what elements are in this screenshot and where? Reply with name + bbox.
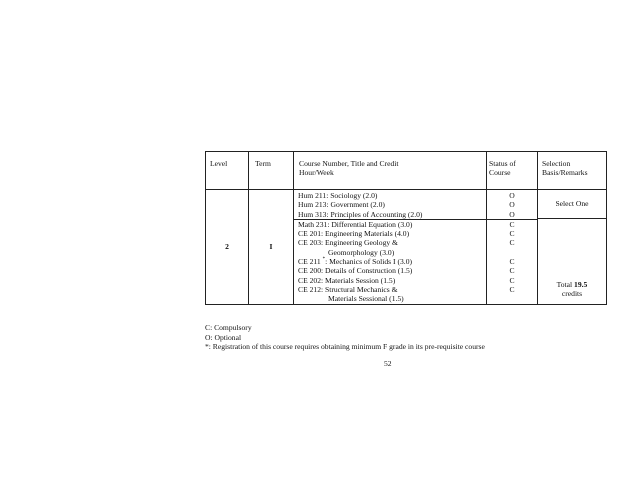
header-status [487, 152, 538, 190]
header-course-sub: Hour/Week [299, 168, 334, 178]
course-item: Hum 213: Government (2.0) [298, 200, 385, 210]
selection-cell [538, 190, 607, 305]
header-selection-sub: Basis/Remarks [542, 168, 588, 178]
course-item: Hum 313: Principles of Accounting (2.0) [294, 210, 486, 220]
header-course-title: Course Number, Title and Credit [299, 159, 399, 168]
header-selection [538, 152, 607, 190]
table-row [206, 190, 607, 305]
status-spacer [487, 248, 537, 257]
legend-notes [205, 323, 485, 352]
note-compulsory: C: Compulsory [205, 323, 252, 332]
term-value: I [249, 190, 294, 305]
header-term: Term [249, 152, 294, 190]
status-item: C [509, 266, 515, 276]
course-code: CE 211 [298, 257, 321, 267]
course-item: CE 201: Engineering Materials (4.0) [298, 229, 410, 239]
course-list [294, 190, 487, 305]
status-item: C [509, 238, 515, 248]
note-registration: *: Registration of this course requires obtaining minimum F grade in its pre-requisite course [205, 342, 485, 352]
total-credits [538, 280, 606, 299]
course-item: CE 202: Materials Session (1.5) [298, 275, 396, 285]
course-item [298, 257, 486, 266]
course-table [205, 151, 607, 305]
course-title: : Mechanics of Solids I (3.0) [325, 257, 413, 267]
status-item: C [509, 219, 515, 229]
header-level: Level [206, 152, 249, 190]
status-item: C [509, 229, 515, 239]
status-item: O [487, 210, 537, 220]
total-unit: credits [561, 289, 583, 299]
course-item: CE 203: Engineering Geology & [298, 238, 398, 248]
status-item: O [509, 191, 515, 200]
course-item: Math 231: Differential Equation (3.0) [298, 219, 413, 229]
header-course [294, 152, 487, 190]
select-one-label: Select One [538, 190, 606, 219]
header-selection-title: Selection [542, 159, 571, 168]
header-status-title: Status of [489, 159, 516, 168]
course-item: CE 200: Details of Construction (1.5) [298, 266, 413, 276]
status-item: O [509, 200, 515, 210]
status-list [487, 190, 538, 305]
status-item: C [509, 275, 515, 285]
table-header-row [206, 152, 607, 190]
total-value: 19.5 [574, 279, 588, 289]
status-item: C [509, 257, 515, 267]
course-item: Hum 211: Sociology (2.0) [298, 191, 378, 200]
course-item-continuation: Geomorphology (3.0) [328, 247, 395, 257]
level-value: 2 [206, 190, 249, 305]
course-item: CE 212: Structural Mechanics & [298, 284, 398, 294]
header-status-sub: Course [489, 168, 511, 178]
page-number: 52 [384, 359, 392, 368]
asterisk-mark: * [322, 257, 326, 263]
course-item-continuation: Materials Sessional (1.5) [328, 294, 404, 304]
status-item: C [509, 284, 515, 294]
note-optional: O: Optional [205, 332, 242, 342]
total-prefix: Total [556, 279, 575, 289]
